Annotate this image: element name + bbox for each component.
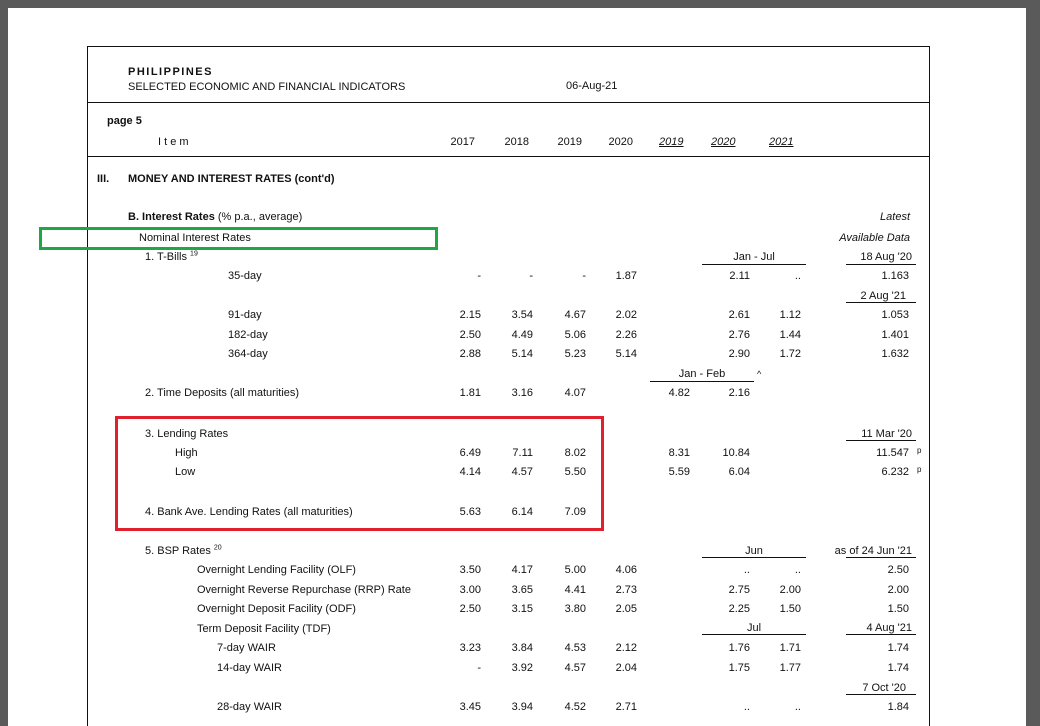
table-cell: 2.16: [728, 387, 750, 399]
table-cell: 10.84: [722, 447, 750, 459]
table-cell: 3.80: [564, 603, 586, 615]
table-cell: 1.84: [887, 701, 909, 713]
available-data-label: Available Data: [839, 232, 910, 244]
table-cell: 3.16: [511, 387, 533, 399]
table-cell: 2.00: [779, 584, 801, 596]
underline: [846, 557, 916, 558]
table-cell: 2.61: [728, 309, 750, 321]
table-cell: 2.00: [887, 584, 909, 596]
table-cell: 6.14: [511, 506, 533, 518]
row-label: Low: [175, 466, 196, 478]
table-cell: 1.632: [881, 348, 909, 360]
table-cell: 3.00: [459, 584, 481, 596]
underline: [846, 302, 916, 303]
table-cell: 1.401: [881, 329, 909, 341]
table-cell: 1.87: [615, 270, 637, 282]
year-header: 2019: [557, 136, 582, 148]
table-cell: 5.14: [511, 348, 533, 360]
table-cell: 6.49: [459, 447, 481, 459]
table-cell: 1.72: [779, 348, 801, 360]
table-cell: 1.163: [881, 270, 909, 282]
row-label: Overnight Lending Facility (OLF): [197, 564, 356, 576]
table-cell: ..: [794, 701, 801, 713]
table-cell: 2.73: [615, 584, 637, 596]
nominal-rates-label: Nominal Interest Rates: [139, 232, 251, 244]
table-cell: 1.74: [887, 662, 909, 674]
table-cell: 4.53: [564, 642, 586, 654]
table-cell: 1.75: [728, 662, 750, 674]
table-cell: 2.02: [615, 309, 637, 321]
table-cell: 1.053: [881, 309, 909, 321]
tbills-latest-date: 18 Aug '20: [860, 251, 912, 263]
footnote-marker: 20: [213, 544, 222, 552]
tdf-latest-date: 4 Aug '21: [866, 622, 912, 634]
wair28-latest-date: 7 Oct '20: [862, 682, 906, 694]
tdf-period-header: Jul: [746, 622, 762, 634]
underline: [650, 381, 754, 382]
table-cell: 4.49: [511, 329, 533, 341]
tbills-latest-date: 2 Aug '21: [860, 290, 906, 302]
table-cell: 1.12: [779, 309, 801, 321]
table-cell: 2.26: [615, 329, 637, 341]
table-cell: 1.76: [728, 642, 750, 654]
underline: [702, 557, 806, 558]
latest-label: Latest: [880, 211, 910, 223]
table-cell: 4.17: [511, 564, 533, 576]
table-cell: 2.12: [615, 642, 637, 654]
table-cell: 2.88: [459, 348, 481, 360]
table-cell: 4.57: [511, 466, 533, 478]
underline: [846, 440, 916, 441]
year-header: 2018: [504, 136, 529, 148]
table-cell: 5.06: [564, 329, 586, 341]
section-number: III.: [97, 173, 110, 185]
table-cell: 1.50: [887, 603, 909, 615]
table-cell: 3.92: [511, 662, 533, 674]
table-cell: 2.11: [729, 270, 750, 282]
table-cell: 3.94: [511, 701, 533, 713]
table-cell: -: [582, 270, 586, 282]
table-cell: 5.59: [668, 466, 690, 478]
section-title: MONEY AND INTEREST RATES (cont'd): [128, 173, 335, 185]
table-cell: 3.45: [459, 701, 481, 713]
table-cell: 7.09: [564, 506, 586, 518]
table-cell: 2.50: [459, 329, 481, 341]
table-cell: 2.75: [728, 584, 750, 596]
table-cell: 2.15: [459, 309, 481, 321]
row-label: 2. Time Deposits (all maturities): [145, 387, 300, 399]
row-label: Overnight Reverse Repurchase (RRP) Rate: [197, 584, 411, 596]
row-label: 14-day WAIR: [217, 662, 283, 674]
row-label: 364-day: [228, 348, 268, 360]
country-title: PHILIPPINES: [128, 66, 213, 78]
table-cell: 8.02: [564, 447, 586, 459]
table-cell: 1.44: [779, 329, 801, 341]
table-cell: 3.54: [511, 309, 533, 321]
table-cell: ..: [794, 270, 801, 282]
year-header: 2020: [608, 136, 633, 148]
preliminary-flag: p: [917, 465, 922, 474]
lending-latest-date: 11 Mar '20: [861, 428, 912, 440]
table-cell: 6.232: [881, 466, 909, 478]
underline: [846, 264, 916, 265]
row-label: 182-day: [228, 329, 268, 341]
table-cell: ..: [794, 564, 801, 576]
table-cell: ..: [743, 564, 750, 576]
table-cell: 4.57: [564, 662, 586, 674]
row-label: High: [175, 447, 198, 459]
table-cell: -: [529, 270, 533, 282]
table-cell: 2.50: [887, 564, 909, 576]
report-date: 06-Aug-21: [566, 80, 618, 92]
row-label: 28-day WAIR: [217, 701, 283, 713]
bsp-period-header: Jun: [745, 545, 763, 557]
table-cell: 1.77: [779, 662, 801, 674]
table-cell: 11.547: [876, 447, 909, 459]
table-cell: 1.81: [459, 387, 481, 399]
bsp-rates-label: 5. BSP Rates $^{20}$: [145, 544, 222, 557]
table-cell: -: [477, 270, 481, 282]
caret-marker: ^: [757, 369, 762, 379]
table-cell: 4.67: [564, 309, 586, 321]
underline: [702, 264, 806, 265]
tbills-period-header: Jan - Jul: [733, 251, 775, 263]
table-cell: 3.65: [511, 584, 533, 596]
bsp-latest-label: as of 24 Jun '21: [834, 545, 912, 557]
page-number: page 5: [107, 115, 142, 127]
header-divider: [87, 102, 930, 103]
year-header: 2017: [450, 136, 475, 148]
period-year-header: 2019: [659, 136, 684, 148]
table-cell: 4.41: [564, 584, 586, 596]
table-cell: 3.50: [459, 564, 481, 576]
column-header-divider: [87, 156, 930, 157]
table-cell: 4.06: [615, 564, 637, 576]
row-label: 7-day WAIR: [217, 642, 276, 654]
table-cell: 5.23: [564, 348, 586, 360]
table-cell: 6.04: [728, 466, 750, 478]
table-cell: 3.23: [459, 642, 481, 654]
underline: [846, 634, 916, 635]
table-cell: 5.50: [564, 466, 586, 478]
tdf-label: Term Deposit Facility (TDF): [197, 623, 331, 635]
report-subtitle: SELECTED ECONOMIC AND FINANCIAL INDICATORS: [128, 81, 406, 93]
table-cell: 5.00: [564, 564, 586, 576]
table-cell: 4.14: [459, 466, 481, 478]
table-cell: 2.76: [728, 329, 750, 341]
row-label: 91-day: [228, 309, 262, 321]
period-year-header: 2020: [711, 136, 736, 148]
table-cell: 4.07: [564, 387, 586, 399]
interest-rates-title: B. Interest Rates: [128, 211, 215, 223]
row-label: Overnight Deposit Facility (ODF): [197, 603, 356, 615]
underline: [702, 634, 806, 635]
table-cell: 2.50: [459, 603, 481, 615]
row-label: 35-day: [228, 270, 262, 282]
time-deposits-period-header: Jan - Feb: [678, 368, 726, 380]
table-cell: 1.50: [779, 603, 801, 615]
preliminary-flag: p: [917, 446, 922, 455]
table-cell: 3.15: [511, 603, 533, 615]
table-cell: 7.11: [512, 447, 533, 459]
table-cell: 2.90: [728, 348, 750, 360]
table-cell: -: [477, 662, 481, 674]
lending-rates-label: 3. Lending Rates: [145, 428, 229, 440]
table-cell: 8.31: [668, 447, 690, 459]
interest-rates-heading: [128, 211, 302, 224]
tbills-label: 1. T-Bills $^{19}$: [145, 250, 198, 263]
table-cell: 4.52: [564, 701, 586, 713]
table-cell: 3.84: [511, 642, 533, 654]
table-cell: 1.71: [779, 642, 801, 654]
row-label: 4. Bank Ave. Lending Rates (all maturities): [145, 506, 353, 518]
table-cell: 1.74: [887, 642, 909, 654]
table-cell: ..: [743, 701, 750, 713]
underline: [846, 694, 916, 695]
footnote-marker: 19: [190, 250, 198, 258]
table-cell: 2.05: [615, 603, 637, 615]
interest-rates-unit: (% p.a., average): [217, 211, 303, 223]
table-cell: 5.14: [615, 348, 637, 360]
table-cell: 4.82: [668, 387, 690, 399]
item-column-header: I t e m: [158, 136, 189, 148]
table-cell: 2.71: [615, 701, 637, 713]
table-cell: 2.25: [728, 603, 750, 615]
table-cell: 2.04: [615, 662, 637, 674]
table-cell: 5.63: [459, 506, 481, 518]
period-year-header: 2021: [769, 136, 794, 148]
